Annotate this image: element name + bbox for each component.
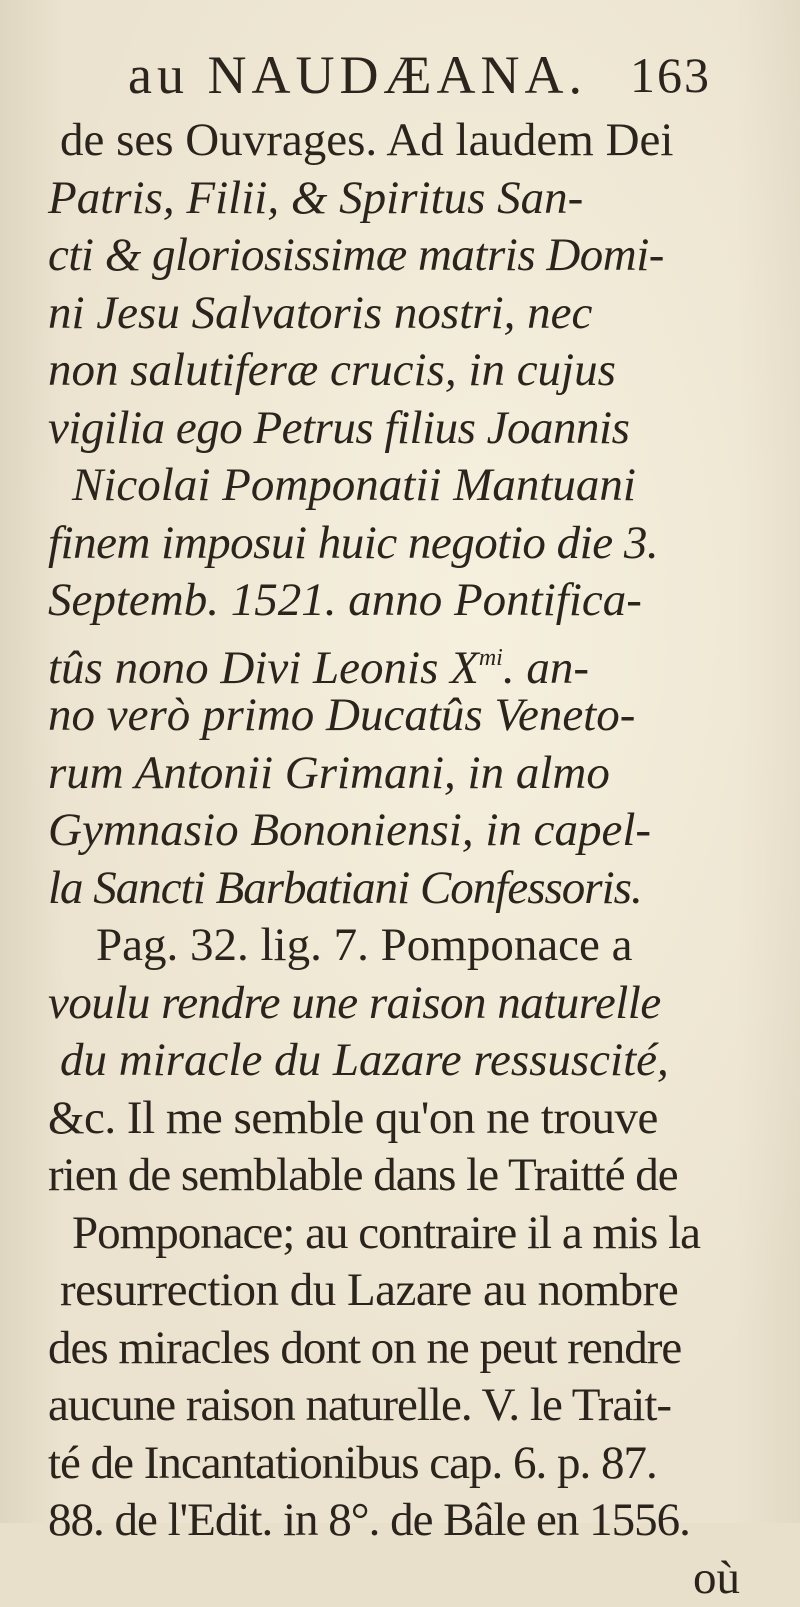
text-line-19: rien de semblable dans le Traitté de bbox=[48, 1147, 768, 1205]
text-line-23: aucune raison naturelle. V. le Trait- bbox=[48, 1377, 768, 1435]
page-number: 163 bbox=[630, 46, 711, 104]
catchword: où bbox=[48, 1550, 768, 1607]
text-line-24: té de Incantationibus cap. 6. p. 87. bbox=[48, 1435, 768, 1493]
text-line-8: finem imposui huic negotio die 3. bbox=[48, 515, 768, 573]
text-line-12: rum Antonii Grimani, in almo bbox=[48, 745, 768, 803]
text-line-1: de ses Ouvrages. Ad laudem Dei bbox=[48, 112, 768, 170]
text-line-5: non salutiferæ crucis, in cujus bbox=[48, 342, 768, 400]
text-line-6: vigilia ego Petrus filius Joannis bbox=[48, 400, 768, 458]
running-title: au NAUDÆANA. bbox=[128, 44, 587, 106]
body-text bbox=[48, 112, 768, 1607]
text-line-13: Gymnasio Bononiensi, in capel- bbox=[48, 802, 768, 860]
text-line-17: du miracle du Lazare ressuscité, bbox=[48, 1032, 768, 1090]
text-line-16: voulu rendre une raison naturelle bbox=[48, 975, 768, 1033]
text-line-2: Patris, Filii, & Spiritus San- bbox=[48, 170, 768, 228]
text-line-11: no verò primo Ducatûs Veneto- bbox=[48, 687, 768, 745]
text-line-10 bbox=[48, 630, 768, 688]
text-line-3: cti & gloriosissimæ matris Domi- bbox=[48, 227, 768, 285]
text-line-18: &c. Il me semble qu'on ne trouve bbox=[48, 1090, 768, 1148]
text-line-25: 88. de l'Edit. in 8°. de Bâle en 1556. bbox=[48, 1492, 768, 1550]
text-line-4: ni Jesu Salvatoris nostri, nec bbox=[48, 285, 768, 343]
text-line-20: Pomponace; au contraire il a mis la bbox=[48, 1205, 768, 1263]
line-with-superscript: tûs nono Divi Leonis $X^{mi}$. an- bbox=[48, 642, 589, 694]
text-line-14: la Sancti Barbatiani Confessoris. bbox=[48, 860, 768, 918]
text-line-21: resurrection du Lazare au nombre bbox=[48, 1262, 768, 1320]
text-line-15: Pag. 32. lig. 7. Pomponace a bbox=[48, 917, 768, 975]
page-header bbox=[0, 38, 800, 108]
text-line-9: Septemb. 1521. anno Pontifica- bbox=[48, 572, 768, 630]
text-line-22: des miracles dont on ne peut rendre bbox=[48, 1320, 768, 1378]
text-line-7: Nicolai Pomponatii Mantuani bbox=[48, 457, 768, 515]
